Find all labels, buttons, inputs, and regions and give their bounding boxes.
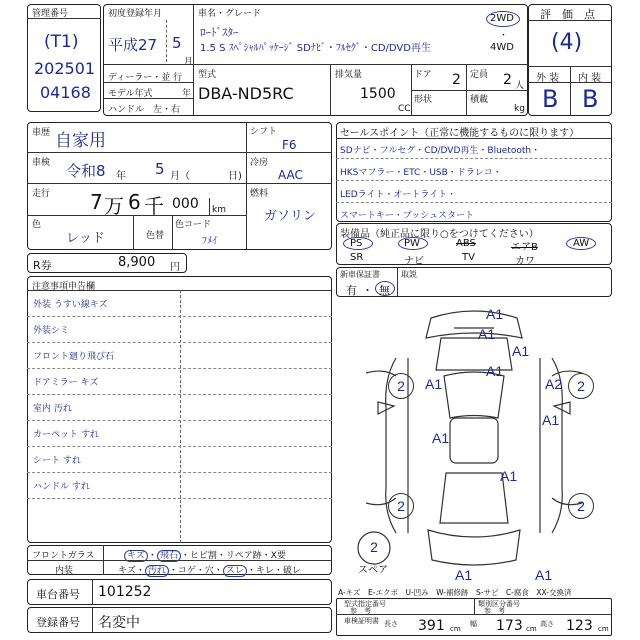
disp-label: 排気量 xyxy=(335,70,363,80)
usage-label: 車歴 xyxy=(32,128,51,138)
footer-cert-label: 車検証明書 xyxy=(344,617,379,625)
wheel-front-right: 2 xyxy=(568,373,594,399)
shift-label: シフト xyxy=(250,127,278,137)
wheel-rear-left: 2 xyxy=(388,493,414,519)
shift-value: F6 xyxy=(282,138,297,152)
insp-era: 令和8 xyxy=(66,162,106,180)
int-opt-koge: コゲ xyxy=(177,566,196,576)
insp-month-unit: 月（ xyxy=(170,171,190,182)
recycle-value: 8,900 xyxy=(118,255,156,270)
int-opt-kire: キレ xyxy=(255,566,274,576)
equip-airb: エアB xyxy=(511,242,538,253)
cap-value: 2 xyxy=(503,72,512,88)
cert-yes: 有 xyxy=(346,284,357,297)
damage-mark-6: A2 xyxy=(545,376,563,392)
handle-label: ハンドル 左・右 xyxy=(108,105,181,115)
model-year-unit: 年 xyxy=(182,89,192,99)
int-opt-kizu: キズ xyxy=(118,566,136,576)
sales-line-3: LEDライト・オートライト・ xyxy=(340,190,457,200)
carname-label: 車名・グレード xyxy=(198,9,262,19)
equip-tv: TV xyxy=(462,252,475,263)
mileage-unit: km xyxy=(212,205,226,215)
note-divider xyxy=(27,472,332,473)
reg-month-unit: 月 xyxy=(184,57,194,67)
note-item: 外装シミ xyxy=(33,326,70,336)
recycle-unit: 円 xyxy=(170,262,180,273)
mgmt-num2: 04168 xyxy=(40,83,91,102)
dealer-label: ディーラー・並 行 xyxy=(108,73,183,83)
mgmt-code: (T1) xyxy=(44,32,79,52)
damage-mark-8: A1 xyxy=(432,430,450,446)
damage-mark-4: A1 xyxy=(486,363,504,379)
legend: A-キズ E-エクボ U-凹み W-補修跡 S-サビ C-腐食 XX-交換済 xyxy=(338,588,572,597)
reg-era: 平成27 xyxy=(108,36,158,54)
grade-label: 評 価 点 xyxy=(540,8,595,21)
door-label: ドア xyxy=(414,70,432,80)
mgmt-label: 管理番号 xyxy=(32,9,69,19)
color-value: レッド xyxy=(66,231,105,246)
footer-len: 391 xyxy=(418,618,445,634)
interior-label: 内装 xyxy=(55,566,74,576)
equip-label: 装備品（純正品に限り○をつけてください） xyxy=(340,229,539,240)
note-item: ドアミラー キズ xyxy=(33,378,99,388)
carname-grade: 1.5 S ｽﾍﾟｼｬﾙﾊﾟｯｹｰｼﾞ SDﾅﾋﾞ・ﾌﾙｾｸﾞ・CD/DVD再生 xyxy=(200,43,431,54)
equip-aw: AW xyxy=(573,238,590,249)
cap-label: 定員 xyxy=(470,70,489,80)
note-divider xyxy=(27,342,332,343)
disp-value: 1500 xyxy=(360,86,396,102)
glass-opt-x: X要 xyxy=(270,551,286,561)
glass-opt-hibi: ヒビ割 xyxy=(189,551,217,561)
glass-label: フロントガラス xyxy=(32,551,95,561)
equip-leather: カワ xyxy=(515,256,535,267)
disp-unit: CC xyxy=(398,104,411,114)
note-divider xyxy=(27,420,332,421)
door-value: 2 xyxy=(452,72,461,88)
note-item: 外装 うすい線キズ xyxy=(33,300,108,310)
drive-2wd: 2WD xyxy=(490,13,514,24)
footer-ref-label: 参 考 xyxy=(350,607,371,615)
equip-navi: ナビ xyxy=(404,256,424,267)
mileage-label: 走行 xyxy=(32,189,51,199)
damage-mark-2: A1 xyxy=(478,326,496,342)
damage-mark-1: A1 xyxy=(486,306,504,322)
usage-value: 自家用 xyxy=(55,131,106,151)
fuel-value: ガソリン xyxy=(264,209,317,224)
note-item: 室内 汚れ xyxy=(33,404,72,414)
note-item: カーペット すれ xyxy=(33,430,99,440)
damage-mark-9: A1 xyxy=(500,468,518,484)
chassis-value: 101252 xyxy=(98,584,152,600)
mileage-man-unit: 万 xyxy=(104,194,124,218)
wheel-spare: 2 xyxy=(370,539,378,555)
int-opt-sure: スレ xyxy=(223,565,247,577)
note-item: フロント廻り飛び石 xyxy=(33,352,115,362)
footer-class-label: 類別区分番号 xyxy=(478,600,520,608)
color-code: ﾌﾒｲ xyxy=(202,236,217,247)
interior-opts: キズ・ 汚れ ・コゲ・穴・ スレ ・キレ・破レ xyxy=(118,566,301,576)
footer-height-label: 高さ xyxy=(540,620,554,628)
footer-width-unit: cm xyxy=(526,625,537,633)
color-label: 色 xyxy=(32,220,42,230)
chassis-label: 車台番号 xyxy=(36,588,80,601)
recycle-label: R券 xyxy=(33,259,52,272)
damage-mark-3: A1 xyxy=(512,343,530,359)
int-label: 内 装 xyxy=(578,73,602,84)
footer-width: 173 xyxy=(496,618,523,634)
model-label: 型式 xyxy=(198,70,217,80)
fuel-label: 燃料 xyxy=(250,189,269,199)
equip-abs: ABS xyxy=(456,238,476,249)
equip-ps: PS xyxy=(350,238,363,249)
wheel-front-left: 2 xyxy=(388,373,414,399)
mileage-sen-unit: 千 xyxy=(144,194,164,218)
regno-value: 名変中 xyxy=(98,615,140,631)
grade-score: (4) xyxy=(551,30,583,55)
ac-value: AAC xyxy=(278,168,303,182)
note-item: シート すれ xyxy=(33,456,81,466)
regno-label: 登録番号 xyxy=(36,616,80,629)
equip-sr: SR xyxy=(350,252,364,263)
ext-label: 外 装 xyxy=(536,73,560,84)
int-opt-yogore: 汚れ xyxy=(145,565,169,577)
spare-label: スペア xyxy=(358,565,388,576)
drive-4wd: 4WD xyxy=(490,42,514,53)
cert-dot: ・ xyxy=(362,284,373,297)
color-change-label: 色替 xyxy=(146,231,165,241)
note-divider xyxy=(27,446,332,447)
cert-no: 無 xyxy=(379,284,390,297)
cap-unit: 人 xyxy=(515,81,525,91)
insp-month: 5 xyxy=(155,160,165,178)
damage-mark-7: A1 xyxy=(542,412,560,428)
note-divider xyxy=(27,368,332,369)
footer-ref2-label: 参 考 xyxy=(484,607,505,615)
load-unit: kg xyxy=(514,104,525,114)
sales-line-4: スマートキー・プッシュスタート xyxy=(340,211,475,221)
mileage-man: 7 xyxy=(90,190,103,214)
footer-len-unit: cm xyxy=(450,625,461,633)
damage-mark-11: A1 xyxy=(535,567,553,583)
model-value: DBA-ND5RC xyxy=(198,84,294,103)
damage-mark-10: A1 xyxy=(455,567,473,583)
note-item: ハンドル すれ xyxy=(33,482,90,492)
grade-int: B xyxy=(582,85,599,113)
load-label: 積載 xyxy=(470,95,489,105)
insp-year-unit: 年 xyxy=(116,171,126,182)
grade-ext: B xyxy=(542,85,559,113)
mileage-rest: 000 xyxy=(172,196,199,212)
int-opt-yabure: 破レ xyxy=(282,566,301,576)
sales-label: セールスポイント（正常に機能するものに限ります） xyxy=(340,128,580,139)
book-label: 取説 xyxy=(401,270,417,279)
note-divider xyxy=(27,316,332,317)
note-divider xyxy=(27,394,332,395)
mileage-sen: 6 xyxy=(128,190,141,214)
ac-label: 冷房 xyxy=(250,158,269,168)
glass-opt-repair: リペア跡 xyxy=(225,551,262,561)
notes-label: 注意事項申告欄 xyxy=(32,282,96,292)
model-year-label: モデル年式 xyxy=(108,89,153,99)
footer-len-label: 長さ xyxy=(384,620,398,628)
footer-width-label: 幅 xyxy=(470,620,477,628)
cert-label: 新車保証書 xyxy=(340,270,380,279)
color-code-label: 色コード xyxy=(175,220,212,230)
int-opt-ana: 穴 xyxy=(204,566,214,576)
sales-line-2: HKSマフラー・ETC・USB・ドラレコ・ xyxy=(340,168,502,178)
wheel-rear-right: 2 xyxy=(568,493,594,519)
glass-opt-tobiishi: 飛石 xyxy=(157,550,181,562)
note-divider xyxy=(27,498,332,499)
footer-height-unit: cm xyxy=(598,625,609,633)
equip-pw: PW xyxy=(404,238,420,249)
footer-height: 123 xyxy=(566,618,593,634)
damage-mark-5: A1 xyxy=(425,376,443,392)
reg-label: 初度登録年月 xyxy=(108,9,163,19)
sales-line-1: SDナビ・フルセグ・CD/DVD再生・Bluetooth・ xyxy=(340,146,541,156)
mgmt-num1: 202501 xyxy=(34,59,96,78)
reg-month: 5 xyxy=(172,34,182,52)
glass-opts: キズ ・ 飛石 ・ヒビ割・リペア跡・X要 xyxy=(124,548,286,561)
drive-dot: ・ xyxy=(499,31,509,41)
carname-name: ﾛｰﾄﾞｽﾀｰ xyxy=(200,26,239,39)
footer-type-label: 型式指定番号 xyxy=(344,600,386,608)
insp-label: 車検 xyxy=(32,158,51,168)
glass-opt-kizu: キズ xyxy=(124,550,148,562)
shape-label: 形状 xyxy=(414,95,433,105)
insp-day-unit: 日) xyxy=(228,171,242,182)
